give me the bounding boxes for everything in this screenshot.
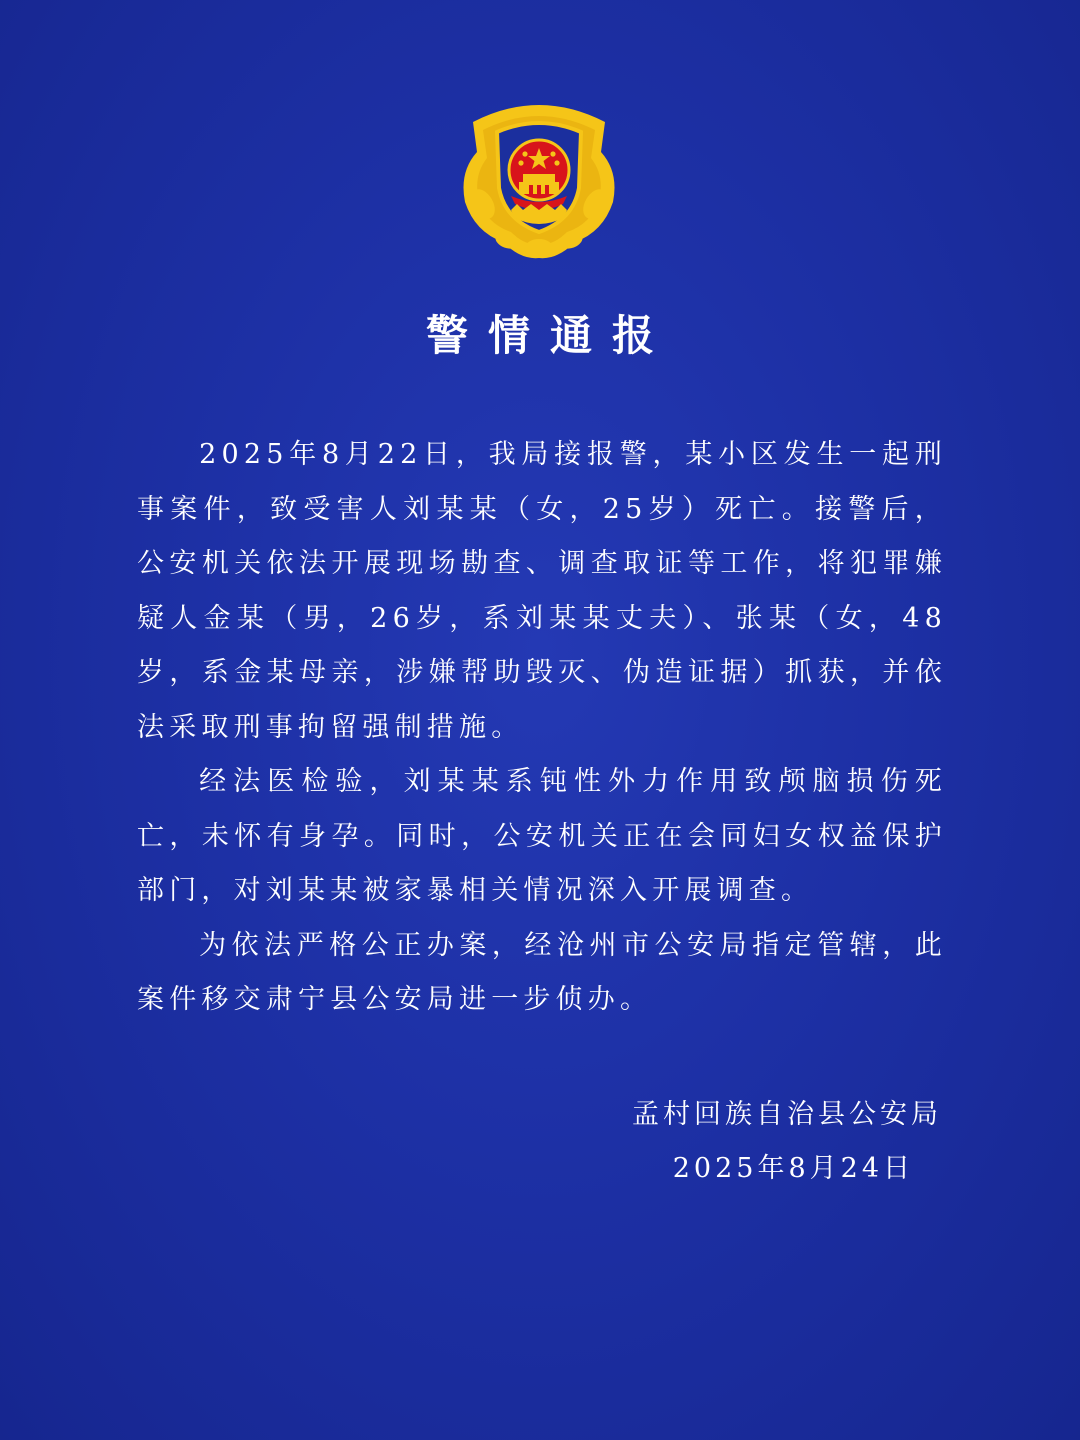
paragraph-3: 为依法严格公正办案，经沧州市公安局指定管辖，此案件移交肃宁县公安局进一步侦办。 [137, 929, 947, 1015]
issuer-name: 孟村回族自治县公安局 [632, 1099, 942, 1130]
signature-block [632, 1088, 942, 1196]
notice-body [137, 428, 947, 1028]
notice-title: 警情通报 [425, 311, 674, 360]
paragraph-1: 2025年8月22日，我局接报警，某小区发生一起刑事案件，致受害人刘某某（女，25岁）死亡。接警后，公安机关依法开展现场勘查、调查取证等工作，将犯罪嫌疑人金某（男，26岁，系刘某某丈夫）、张某（女，48岁，系金某母亲，涉嫌帮助毁灭、伪造证据）抓获，并依法采取刑事拘留强制措施。 [137, 439, 947, 743]
paragraph-2: 经法医检验，刘某某系钝性外力作用致颅脑损伤死亡，未怀有身孕。同时，公安机关正在会同妇女权益保护部门，对刘某某被家暴相关情况深入开展调查。 [137, 766, 947, 906]
police-badge-icon [453, 92, 625, 264]
issue-date: 2025年8月24日 [672, 1153, 914, 1184]
